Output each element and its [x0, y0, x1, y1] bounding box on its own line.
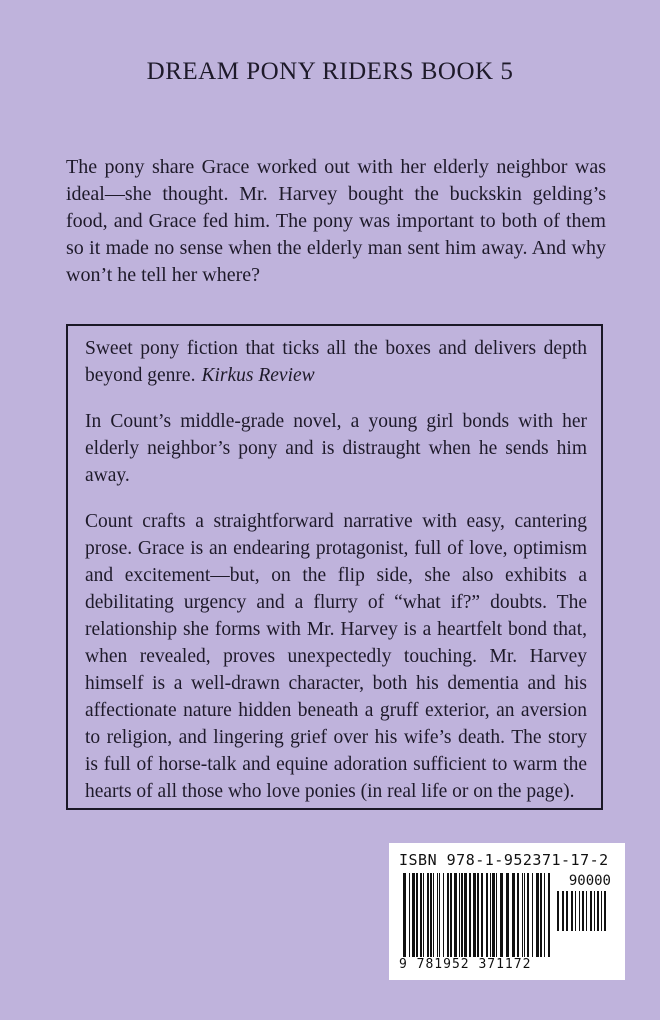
review-box	[66, 324, 603, 810]
isbn-label: ISBN 978-1-952371-17-2	[399, 851, 609, 869]
back-cover-blurb: The pony share Grace worked out with her elderly neighbor was ideal—she thought. Mr. Harvey bought the buckskin gelding’s food, and Grace fed him. The pony was important to both of them so it made no sense when the elderly man sent him away. And why won’t he tell her where?	[66, 156, 606, 286]
review-paragraph-1: In Count’s middle-grade novel, a young girl bonds with her elderly neighbor’s pony and is distraught when he sends him away.	[85, 411, 587, 486]
isbn-barcode	[389, 843, 625, 980]
review-quote-text: Sweet pony fiction that ticks all the boxes and delivers depth beyond genre.	[85, 338, 587, 386]
price-code: 90000	[568, 873, 611, 889]
series-title: DREAM PONY RIDERS BOOK 5	[146, 58, 514, 85]
review-source: Kirkus Review	[201, 365, 315, 386]
barcode-bars	[403, 873, 553, 957]
barcode-digits: 9 781952 371172	[399, 957, 532, 972]
review-paragraph-2: Count crafts a straightforward narrative with easy, cantering prose. Grace is an endearing protagonist, full of love, optimism and excitement—but, on the flip side, she also exhibits a debilitating urgency and a flurry of “what if?” doubts. The relationship she forms with Mr. Harvey is a heartfelt bond that, when revealed, proves unexpectedly touching. Mr. Harvey himself is a well-drawn character, both his dementia and his affectionate nature hidden beneath a gruff exterior, an aversion to religion, and lingering grief over his wife’s death. The story is full of horse-talk and equine adoration sufficient to warm the hearts of all those who love ponies (in real life or on the page).	[85, 511, 587, 802]
review-quote	[85, 335, 587, 389]
price-barcode-bars	[557, 891, 607, 931]
